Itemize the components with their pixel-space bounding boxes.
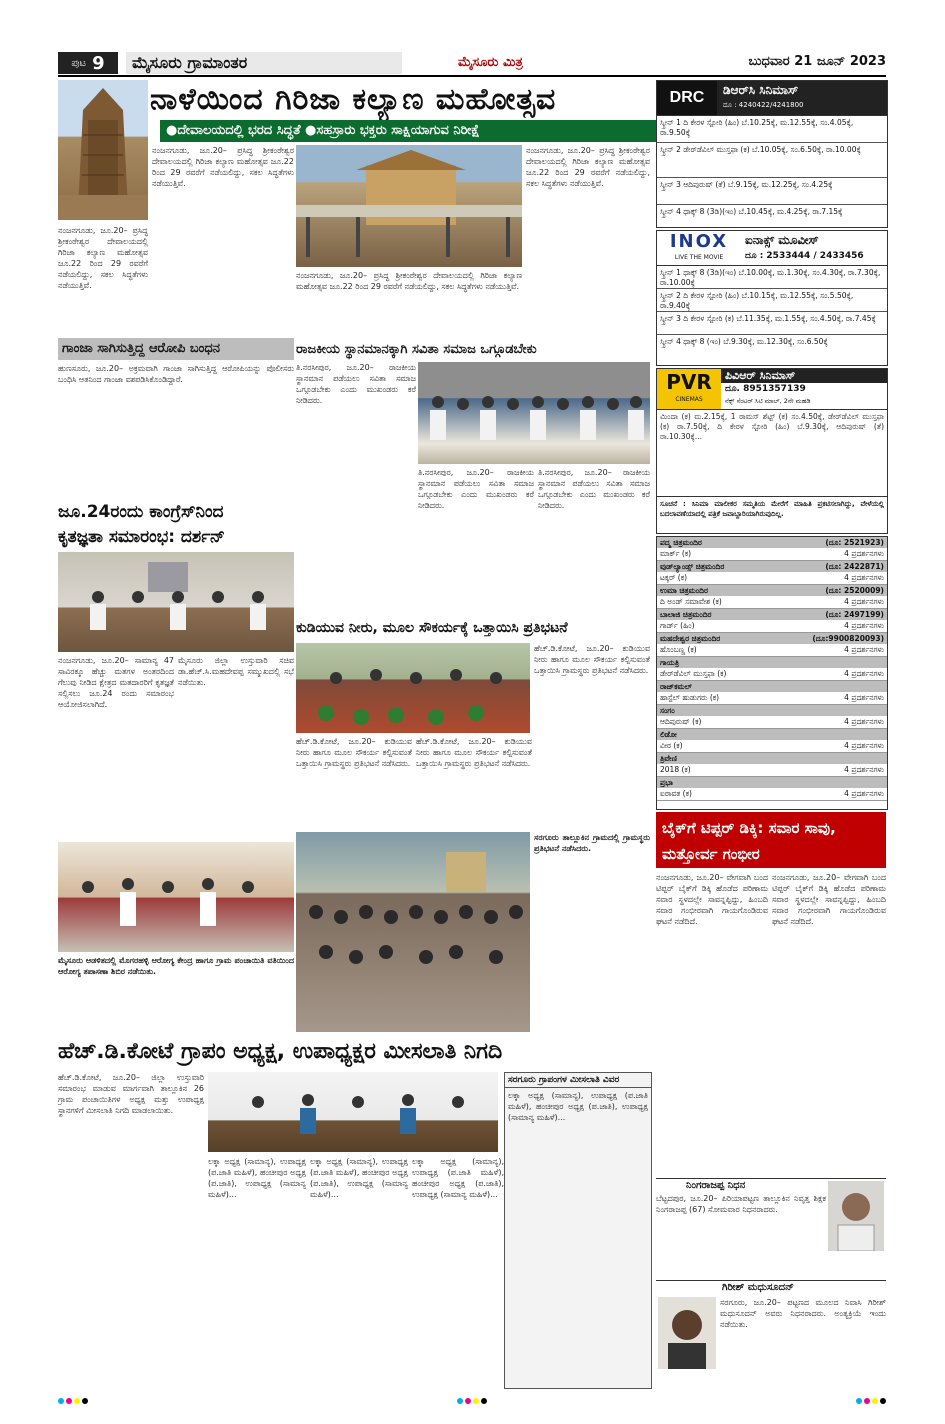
masthead-rule (58, 75, 886, 77)
theatre-shows: 4 ಪ್ರದರ್ಶನಗಳು (844, 789, 884, 798)
crowd-icon (296, 832, 530, 1032)
theatre-header (657, 657, 887, 668)
hdkote-body-3: ಲಕ್ಕಾ ಅಧ್ಯಕ್ಷ (ಸಾಮಾನ್ಯ), ಉಪಾಧ್ಯಕ್ಷ (ಪ.ಜಾತಿ ಮಹಿಳೆ), ಹಂಚೀಪುರ ಅಧ್ಯಕ್ಷ (ಪ.ಜಾತಿ), ಉಪಾಧ್ಯಕ್ಷ (ಸಾಮಾನ್ಯ ಮಹಿಳೆ)... (310, 1157, 408, 1199)
officials-icon (208, 1072, 498, 1152)
pvr-block (656, 368, 888, 534)
theatre-header (657, 633, 887, 644)
theatre-name: ಪ್ರಭಾ (660, 778, 673, 787)
theatre-movie: ಮಾರ್ಕ್ (ಕ) (660, 549, 692, 558)
theatre-movie: ಡೇರ್‌ಡೆವಿಲ್ ಮುಸ್ತಫಾ (ಕ) (660, 669, 727, 678)
obituary-1-title: ನಿಂಗರಾಜಪ್ಪ ನಿಧನ (686, 1180, 746, 1191)
page-number: 9 (92, 52, 105, 74)
theatre-movie: ಟಕ್ಕರ್ (ಕ) (660, 573, 687, 582)
theatre-name: ಸಂಗಂ (660, 706, 675, 715)
hdkote-body-2: ಲಕ್ಕಾ ಅಧ್ಯಕ್ಷ (ಸಾಮಾನ್ಯ), ಉಪಾಧ್ಯಕ್ಷ (ಪ.ಜಾತಿ ಮಹಿಳೆ), ಹಂಚೀಪುರ ಅಧ್ಯಕ್ಷ (ಪ.ಜಾತಿ), ಉಪಾಧ್ಯಕ್ಷ (ಸಾಮಾನ್ಯ ಮಹಿಳೆ)... (208, 1157, 306, 1199)
theatre-phone: (ದೂ: 2520009) (825, 586, 884, 595)
theatre-movie: ಐರಾವತ (ಕ) (660, 789, 692, 798)
theatre-shows: 4 ಪ್ರದರ್ಶನಗಳು (844, 645, 884, 654)
theatre-name: ಲಿಡೋ (660, 730, 677, 739)
theatre-show-row (657, 596, 887, 609)
theatre-name: ಮಹದೇಶ್ವರ ಚಿತ್ರಮಂದಿರ (660, 634, 721, 643)
theatre-phone: (ದೂ: 2422871) (825, 562, 884, 571)
theatre-movie: ಗಾರ್ಡ್ (ಹಿಂ) (660, 621, 695, 630)
theatre-shows: 4 ಪ್ರದರ್ಶನಗಳು (844, 693, 884, 702)
theatre-show-row (657, 620, 887, 633)
theatre-shows: 4 ಪ್ರದರ್ಶನಗಳು (844, 597, 884, 606)
theatre-shows: 4 ಪ್ರದರ್ಶನಗಳು (844, 621, 884, 630)
obituary-1-body: ಬೆಟ್ಟದಪುರ, ಜೂ.20– ಪಿರಿಯಾಪಟ್ಟಣ ತಾಲ್ಲೂಕಿನ ನಿವೃತ್ತ ಶಿಕ್ಷಕ ನಿಂಗರಾಜಪ್ಪ (67) ಸೋಮವಾರ ನಿಧನರಾದರು. (656, 1194, 826, 1214)
temple-pandal-photo (296, 145, 522, 267)
drc-phone: ದೂ : 4240422/4241800 (723, 101, 804, 109)
pvr-address: ನೆಕ್ಸ್ ಸೆಂಟರ್ ಸಿಟಿ ಮಾಲ್, 2ನೇ ಮಹಡಿ (725, 397, 811, 405)
meeting-icon (58, 552, 294, 652)
congress-body-2: ಮೈಸೂರು ಜಿಲ್ಲಾ ಉಸ್ತುವಾರಿ ಸಚಿವ ಡಾ.ಹೆಚ್.ಸಿ.ಮಹದೇವಪ್ಪ ಸಮ್ಮುಖದಲ್ಲಿ ಸಭೆ ನಡೆಯಿತು. (178, 656, 294, 687)
obituary-1-photo (828, 1181, 884, 1251)
theatre-name: ವುಡ್‌ಲ್ಯಾಂಡ್ಸ್ ಚಿತ್ರಮಂದಿರ (660, 562, 725, 571)
pvr-phone: ದೂ. 8951357139 (725, 384, 806, 394)
theatre-show-row (657, 548, 887, 561)
savita-group-photo (418, 362, 650, 464)
water-body-2: ಹೆಚ್.ಡಿ.ಕೋಟೆ, ಜೂ.20– ಕುಡಿಯುವ ನೀರು ಹಾಗೂ ಮೂಲ ಸೌಕರ್ಯ ಕಲ್ಪಿಸುವಂತೆ ಒತ್ತಾಯಿಸಿ ಗ್ರಾಮಸ್ಥರು ಪ್ರತಿಭಟನೆ ನಡೆಸಿದರು. (416, 737, 532, 768)
inox-tagline: LIVE THE MOVIE (674, 254, 724, 261)
congress-headline-2: ಕೃತಜ್ಞತಾ ಸಮಾರಂಭ: ದರ್ಶನ್ (58, 527, 225, 547)
theatre-show-row (657, 572, 887, 585)
hdkote-meeting-photo (208, 1072, 498, 1152)
theatre-name: ತ್ರಿವೇಣಿ (660, 754, 677, 763)
crowd-caption: ಸರಗೂರು ತಾಲ್ಲೂಕಿನ ಗ್ರಾಮದಲ್ಲಿ ಗ್ರಾಮಸ್ಥರು ಪ್ರತಿಭಟನೆ ನಡೆಸಿದರು. (534, 833, 650, 853)
theatre-header (657, 609, 887, 620)
protest-crowd-icon (296, 643, 530, 733)
inox-screen-3: ಸ್ಕ್ರೀನ್ 3 ದಿ ಕೇರಳ ಸ್ಟೋರಿ (ಕ) ಬೆ.11.35ಕ್ಕೆ, ಮ.1.55ಕ್ಕೆ, ಸಂ.4.50ಕ್ಕೆ, ರಾ.7.45ಕ್ಕೆ (657, 312, 887, 335)
theatre-shows: 4 ಪ್ರದರ್ಶನಗಳು (844, 573, 884, 582)
theatre-show-row (657, 716, 887, 729)
page-label: ಪುಟ (71, 57, 87, 69)
savita-body-3: ತಿ.ನರಸೀಪುರ, ಜೂ.20– ರಾಜಕೀಯ ಸ್ಥಾನಮಾನ ಪಡೆಯಲು ಸವಿತಾ ಸಮಾಜ ಒಗ್ಗೂಡಬೇಕು ಎಂದು ಮುಖಂಡರು ಕರೆ ನೀಡಿದರು. (538, 468, 650, 510)
main-story-col-1: ನಂಜನಗೂಡು, ಜೂ.20– ಪ್ರಸಿದ್ಧ ಶ್ರೀಕಂಠೇಶ್ವರ ದೇವಾಲಯದಲ್ಲಿ ಗಿರಿಜಾ ಕಲ್ಯಾಣ ಮಹೋತ್ಸವ ಜೂ.22 ರಿಂದ 29 ರವರೆಗೆ ನಡೆಯಲಿದ್ದು, ಸಕಲ ಸಿದ್ಧತೆಗಳು ನಡೆಯುತ್ತಿವೆ. (58, 226, 148, 290)
obituary-2-body: ಸರಗೂರು, ಜೂ.20– ಪಟ್ಟಣದ ಮೂಲದ ನಿವಾಸಿ ಗಿರೀಶ್ ಮಧುಸೂದನ್ ಅವರು ನಿಧನರಾದರು. ಅಂತ್ಯಕ್ರಿಯೆ ಇಂದು ನಡೆಯಿತು. (720, 1298, 886, 1329)
drc-name: ಡಿಆರ್‌ಸಿ ಸಿನಿಮಾಸ್ (723, 83, 799, 97)
portrait-icon (828, 1181, 884, 1251)
water-body-right: ಹೆಚ್.ಡಿ.ಕೋಟೆ, ಜೂ.20– ಕುಡಿಯುವ ನೀರು ಹಾಗೂ ಮೂಲ ಸೌಕರ್ಯ ಕಲ್ಪಿಸುವಂತೆ ಒತ್ತಾಯಿಸಿ ಗ್ರಾಮಸ್ಥರು ಪ್ರತಿಭಟನೆ ನಡೆಸಿದರು. (534, 644, 650, 675)
hdkote-body-1: ಹೆಚ್.ಡಿ.ಕೋಟೆ, ಜೂ.20– ಜಿಲ್ಲಾ ಉಸ್ತುವಾರಿ ಸಮಾರಂಭ ಮಾಡುವ ಮಾರ್ಗವಾಗಿ ತಾಲ್ಲೂಕಿನ 26 ಗ್ರಾಮ ಪಂಚಾಯಿತಿಗಳ ಅಧ್ಯಕ್ಷ ಮತ್ತು ಉಪಾಧ್ಯಕ್ಷ ಸ್ಥಾನಗಳಿಗೆ ಮೀಸಲಾತಿ ನಿಗದಿ ಮಾಡಲಾಯಿತು. (58, 1073, 204, 1115)
theatre-header (657, 729, 887, 740)
theatre-header (657, 681, 887, 692)
portrait-icon (658, 1297, 716, 1369)
inox-logo: INOX (669, 231, 729, 252)
water-body-1: ಹೆಚ್.ಡಿ.ಕೋಟೆ, ಜೂ.20– ಕುಡಿಯುವ ನೀರು ಹಾಗೂ ಮೂಲ ಸೌಕರ್ಯ ಕಲ್ಪಿಸುವಂತೆ ಒತ್ತಾಯಿಸಿ ಗ್ರಾಮಸ್ಥರು ಪ್ರತಿಭಟನೆ ನಡೆಸಿದರು. (296, 737, 412, 768)
theatre-shows: 4 ಪ್ರದರ್ಶನಗಳು (844, 741, 884, 750)
obituary-2-title: ಗಿರೀಶ್ ಮಧುಸೂದನ್ (722, 1282, 794, 1293)
theatre-movie: ವೀರ (ಕ) (660, 741, 683, 750)
health-camp-photo (58, 842, 294, 952)
theatre-shows: 4 ಪ್ರದರ್ಶನಗಳು (844, 549, 884, 558)
cinema-notice: ಸೂಚನೆ : ಸಿನಿಮಾ ಮಾಲೀಕರ ಸಮ್ಮತಿಯ ಮೇರೆಗೆ ಮಾಹಿತಿ ಪ್ರಕಟಿಸಲಾಗಿದ್ದು, ವೇಳೆಯಲ್ಲಿ ಬದಲಾವಣೆಯಾದಲ್ಲಿ ಪತ್ರಿಕೆ ಜವಾಬ್ದಾರಿಯಾಗಿರುವುದಿಲ್ಲ. (657, 496, 887, 535)
theatre-name: ರಾಜ್‌ಕಮಲ್ (660, 682, 692, 691)
reservation-box (504, 1072, 652, 1389)
temple-tower-icon (58, 80, 148, 220)
ganja-headline: ಗಾಂಜಾ ಸಾಗಿಸುತ್ತಿದ್ದ ಆರೋಪಿ ಬಂಧನ (58, 338, 294, 360)
health-camp-caption: ಮೈಸೂರು ಆಡಳಿತದಲ್ಲಿ ಮೊಗರಹಳ್ಳಿ ಆರೋಗ್ಯ ಕೇಂದ್ರ ಹಾಗೂ ಗ್ರಾಮ ಪಂಚಾಯಿತಿ ವತಿಯಿಂದ ಆರೋಗ್ಯ ತಪಾಸಣಾ ಶಿಬಿರ ನಡೆಯಿತು. (58, 956, 294, 976)
theatre-show-row (657, 644, 887, 657)
main-story-col-4: ನಂಜನಗೂಡು, ಜೂ.20– ಪ್ರಸಿದ್ಧ ಶ್ರೀಕಂಠೇಶ್ವರ ದೇವಾಲಯದಲ್ಲಿ ಗಿರಿಜಾ ಕಲ್ಯಾಣ ಮಹೋತ್ಸವ ಜೂ.22 ರಿಂದ 29 ರವರೆಗೆ ನಡೆಯಲಿದ್ದು, ಸಕಲ ಸಿದ್ಧತೆಗಳು ನಡೆಯುತ್ತಿವೆ. (526, 146, 650, 188)
inox-screen-1: ಸ್ಕ್ರೀನ್ 1 ಧಾಕ್ಕ್ 8 (3ಡಿ)(ಇಂ) ಬೆ.10.00ಕ್ಕೆ, ಮ.1.30ಕ್ಕೆ, ಸಂ.4.30ಕ್ಕೆ, ರಾ.7.30ಕ್ಕೆ, ರಾ.10.00ಕ್ಕೆ (657, 266, 887, 289)
drc-screen-3: ಸ್ಕ್ರೀನ್ 3 ಆದಿಪುರುಷ್ (ತೆ) ಬೆ.9.15ಕ್ಕೆ, ಮ.12.25ಕ್ಕೆ, ಸಂ.4.25ಕ್ಕೆ (657, 178, 887, 205)
theatre-show-row (657, 788, 887, 801)
water-protest-photo (296, 643, 530, 733)
drc-cinemas-block (656, 80, 888, 228)
theatre-header (657, 753, 887, 764)
page-number-box (58, 52, 118, 74)
theatre-show-row (657, 764, 887, 777)
theatre-movie: ದಿ ಅಂಡ್ ಸಮಾವೇಶ (ಕ) (660, 597, 722, 606)
main-story-col-2: ನಂಜನಗೂಡು, ಜೂ.20– ಪ್ರಸಿದ್ಧ ಶ್ರೀಕಂಠೇಶ್ವರ ದೇವಾಲಯದಲ್ಲಿ ಗಿರಿಜಾ ಕಲ್ಯಾಣ ಮಹೋತ್ಸವ ಜೂ.22 ರಿಂದ 29 ರವರೆಗೆ ನಡೆಯಲಿದ್ದು, ಸಕಲ ಸಿದ್ಧತೆಗಳು ನಡೆಯುತ್ತಿವೆ. (152, 146, 294, 188)
theatre-header (657, 585, 887, 596)
accident-headline: ಬೈಕ್‌ಗೆ ಟಿಪ್ಪರ್ ಡಿಕ್ಕಿ: ಸವಾರ ಸಾವು, ಮತ್ತೋರ್ವ ಗಂಭೀರ (656, 812, 886, 868)
theatre-list (656, 536, 888, 810)
hdkote-headline: ಹೆಚ್.ಡಿ.ಕೋಟೆ ಗ್ರಾಪಂ ಅಧ್ಯಕ್ಷ, ಉಪಾಧ್ಯಕ್ಷರ ಮೀಸಲಾತಿ ನಿಗದಿ (58, 1039, 503, 1064)
inox-block (656, 230, 888, 366)
congress-meeting-photo (58, 552, 294, 652)
main-subhead: ●ದೇವಾಲಯದಲ್ಲಿ ಭರದ ಸಿದ್ಧತೆ ●ಸಹಸ್ರಾರು ಭಕ್ತರು ಸಾಕ್ಷಿಯಾಗುವ ನಿರೀಕ್ಷೆ (160, 120, 656, 142)
theatre-show-row (657, 668, 887, 681)
theatre-name: ಬಾಲಾಜಿ ಚಿತ್ರಮಂದಿರ (660, 610, 712, 619)
theatre-phone: (ದೂ:9900820093) (812, 634, 884, 643)
theatre-shows: 4 ಪ್ರದರ್ಶನಗಳು (844, 717, 884, 726)
section-name: ಮೈಸೂರು ಗ್ರಾಮಾಂತರ (126, 52, 402, 74)
inox-name: ಐನಾಕ್ಸ್ ಮೂವೀಸ್ (745, 233, 819, 247)
theatre-name: ಪದ್ಮ ಚಿತ್ರಮಂದಿರ (660, 538, 702, 547)
theatre-show-row (657, 692, 887, 705)
theatre-name: ಗಾಯತ್ರಿ (660, 658, 680, 667)
theatre-shows: 4 ಪ್ರದರ್ಶನಗಳು (844, 669, 884, 678)
drc-logo: DRC (657, 81, 717, 115)
inox-screen-4: ಸ್ಕ್ರೀನ್ 4 ಧಾಕ್ಕ್ 8 (ಇಂ) ಬೆ.9.30ಕ್ಕೆ, ಮ.12.30ಕ್ಕೆ, ಸಂ.6.50ಕ್ಕೆ (660, 337, 828, 346)
theatre-shows: 4 ಪ್ರದರ್ಶನಗಳು (844, 765, 884, 774)
theatre-phone: (ದೂ: 2521923) (825, 538, 884, 547)
theatre-header (657, 705, 887, 716)
hdkote-body-4: ಲಕ್ಕಾ ಅಧ್ಯಕ್ಷ (ಸಾಮಾನ್ಯ), ಉಪಾಧ್ಯಕ್ಷ (ಪ.ಜಾತಿ ಮಹಿಳೆ), ಹಂಚೀಪುರ ಅಧ್ಯಕ್ಷ (ಪ.ಜಾತಿ), ಉಪಾಧ್ಯಕ್ಷ (ಸಾಮಾನ್ಯ ಮಹಿಳೆ)... (412, 1157, 504, 1199)
theatre-header (657, 537, 887, 548)
savita-body-2: ತಿ.ನರಸೀಪುರ, ಜೂ.20– ರಾಜಕೀಯ ಸ್ಥಾನಮಾನ ಪಡೆಯಲು ಸವಿತಾ ಸಮಾಜ ಒಗ್ಗೂಡಬೇಕು ಎಂದು ಮುಖಂಡರು ಕರೆ ನೀಡಿದರು. (418, 468, 534, 510)
reservation-box-title: ಸರಗೂರು ಗ್ರಾಪಂಗಳ ಮೀಸಲಾತಿ ವಿವರ (505, 1073, 651, 1088)
theatre-phone: (ದೂ: 2497199) (825, 610, 884, 619)
inox-screen-2: ಸ್ಕ್ರೀನ್ 2 ದಿ ಕೇರಳ ಸ್ಟೋರಿ (ಹಿಂ) ಬೆ.10.15ಕ್ಕೆ, ಮ.12.55ಕ್ಕೆ, ಸಂ.5.50ಕ್ಕೆ, ರಾ.9.40ಕ್ಕೆ (657, 289, 887, 312)
main-story-col-3: ನಂಜನಗೂಡು, ಜೂ.20– ಪ್ರಸಿದ್ಧ ಶ್ರೀಕಂಠೇಶ್ವರ ದೇವಾಲಯದಲ್ಲಿ ಗಿರಿಜಾ ಕಲ್ಯಾಣ ಮಹೋತ್ಸವ ಜೂ.22 ರಿಂದ 29 ರವರೆಗೆ ನಡೆಯಲಿದ್ದು, ಸಕಲ ಸಿದ್ಧತೆಗಳು ನಡೆಯುತ್ತಿವೆ. (296, 271, 522, 291)
pandal-icon (296, 145, 522, 267)
congress-headline-1: ಜೂ.24ರಂದು ಕಾಂಗ್ರೆಸ್‌ನಿಂದ (58, 502, 224, 522)
people-icon (418, 362, 650, 464)
water-headline: ಕುಡಿಯುವ ನೀರು, ಮೂಲ ಸೌಕರ್ಯಕ್ಕೆ ಒತ್ತಾಯಿಸಿ ಪ್ರತಿಭಟನೆ (296, 620, 568, 636)
print-color-bar (58, 1396, 886, 1406)
theatre-movie: ಆದಿಪುರುಷ್ (ಕ) (660, 717, 702, 726)
savita-headline: ರಾಜಕೀಯ ಸ್ಥಾನಮಾನಕ್ಕಾಗಿ ಸವಿತಾ ಸಮಾಜ ಒಗ್ಗೂಡಬೇಕು (296, 342, 537, 357)
drc-screen-2: ಸ್ಕ್ರೀನ್ 2 ಡೇರ್‌ಡೆವಿಲ್ ಮುಸ್ತಫಾ (ಕ) ಬೆ.10.05ಕ್ಕೆ, ಸಂ.6.50ಕ್ಕೆ, ರಾ.10.00ಕ್ಕೆ (657, 143, 887, 178)
theatre-movie: ಹಾಸ್ಟೆಲ್ ಹುಡುಗರು (ಕ) (660, 693, 720, 702)
theatre-header (657, 561, 887, 572)
theatre-header (657, 777, 887, 788)
main-headline: ನಾಳೆಯಿಂದ ಗಿರಿಜಾ ಕಲ್ಯಾಣ ಮಹೋತ್ಸವ (150, 82, 557, 117)
obituary-2-photo (658, 1297, 716, 1369)
theatre-movie: ಹೊಂಬಣ್ಣ (ಕ) (660, 645, 697, 654)
temple-photo (58, 80, 148, 220)
theatre-movie: 2018 (ಕ) (660, 765, 691, 774)
crowd-photo (296, 832, 530, 1032)
obituary-2 (656, 1280, 886, 1389)
pvr-showtimes: ಮಿಂದಾ (ಕ) ಮ.2.15ಕ್ಕೆ, 1 ರಾಮಸ್ ಶೆಟ್ಟ್ (ಕ) ಸಂ.4.50ಕ್ಕೆ, ಡೇರ್‌ಡೆವಿಲ್ ಮುಸ್ತಫಾ (ಕ) ರಾ.7.50ಕ್ಕೆ, ದಿ ಕೇರಳ ಸ್ಟೋರಿ (ಹಿಂ) ಬೆ.9.30ಕ್ಕೆ, ಆದಿಪುರುಷ್ (ತೆ) ರಾ.10.30ಕ್ಕೆ... (660, 412, 884, 441)
theatre-name: ಉಮಾ ಚಿತ್ರಮಂದಿರ (660, 586, 708, 595)
ganja-body: ಹುಣಸೂರು, ಜೂ.20– ಅಕ್ರಮವಾಗಿ ಗಾಂಜಾ ಸಾಗಿಸುತ್ತಿದ್ದ ಆರೋಪಿಯನ್ನು ಪೊಲೀಸರು ಬಂಧಿಸಿ ಆತನಿಂದ ಗಾಂಜಾ ವಶಪಡಿಸಿಕೊಂಡಿದ್ದಾರೆ. (58, 364, 294, 384)
issue-date: ಬುಧವಾರ 21 ಜೂನ್ 2023 (748, 54, 886, 69)
theatre-show-row (657, 740, 887, 753)
pvr-logo-sub: CINEMAS (675, 396, 703, 403)
obituary-1 (656, 1178, 886, 1279)
reservation-box-body: ಲಕ್ಕಾ ಅಧ್ಯಕ್ಷ (ಸಾಮಾನ್ಯ), ಉಪಾಧ್ಯಕ್ಷ (ಪ.ಜಾತಿ ಮಹಿಳೆ), ಹಂಚೀಪುರ ಅಧ್ಯಕ್ಷ (ಪ.ಜಾತಿ), ಉಪಾಧ್ಯಕ್ಷ (ಸಾಮಾನ್ಯ ಮಹಿಳೆ)... (508, 1091, 648, 1122)
drc-screen-4: ಸ್ಕ್ರೀನ್ 4 ಧಾಕ್ಕ್ 8 (3ಡಿ)(ಇಂ) ಬೆ.10.45ಕ್ಕೆ, ಮ.4.25ಕ್ಕೆ, ರಾ.7.15ಕ್ಕೆ (660, 207, 843, 216)
congress-body-1: ನಂಜನಗೂಡು, ಜೂ.20– ಸಾಮಾನ್ಯ 47 ಸಾವಿರಕ್ಕೂ ಹೆಚ್ಚು ಮತಗಳ ಅಂತರದಿಂದ ಗೆಲುವು ನೀಡಿದ ಕ್ಷೇತ್ರದ ಮತದಾರರಿಗೆ ಕೃತಜ್ಞತೆ ಸಲ್ಲಿಸಲು ಜೂ.24 ರಂದು ಸಮಾರಂಭ ಆಯೋಜಿಸಲಾಗಿದೆ. (58, 656, 174, 709)
drc-screen-1: ಸ್ಕ್ರೀನ್ 1 ದಿ ಕೇರಳ ಸ್ಟೋರಿ (ಹಿಂ) ಬೆ.10.25ಕ್ಕೆ, ಮ.12.55ಕ್ಕೆ, ಸಂ.4.05ಕ್ಕೆ, ರಾ.9.50ಕ್ಕೆ (657, 116, 887, 143)
savita-body-1: ತಿ.ನರಸೀಪುರ, ಜೂ.20– ರಾಜಕೀಯ ಸ್ಥಾನಮಾನ ಪಡೆಯಲು ಸವಿತಾ ಸಮಾಜ ಒಗ್ಗೂಡಬೇಕು ಎಂದು ಮುಖಂಡರು ಕರೆ ನೀಡಿದರು. (296, 363, 416, 405)
health-camp-icon (58, 842, 294, 952)
inox-phone: ದೂ : 2533444 / 2433456 (745, 251, 864, 261)
paper-name: ಮೈಸೂರು ಮಿತ್ರ (458, 55, 523, 70)
masthead (58, 48, 886, 76)
pvr-name: ಪಿವಿಆರ್ ಸಿನಿಮಾಸ್ (721, 369, 887, 383)
accident-body-2: ನಂಜನಗೂಡು, ಜೂ.20– ವೇಗವಾಗಿ ಬಂದ ಟಿಪ್ಪರ್ ಬೈಕ್‌ಗೆ ಡಿಕ್ಕಿ ಹೊಡೆದ ಪರಿಣಾಮ ಸವಾರ ಸ್ಥಳದಲ್ಲೇ ಸಾವನ್ನಪ್ಪಿದ್ದು, ಹಿಂಬದಿ ಸವಾರ ಗಂಭೀರವಾಗಿ ಗಾಯಗೊಂಡಿರುವ ಘಟನೆ ನಡೆದಿದೆ. (772, 873, 886, 926)
pvr-logo: PVR (666, 370, 712, 394)
accident-body-1: ನಂಜನಗೂಡು, ಜೂ.20– ವೇಗವಾಗಿ ಬಂದ ಟಿಪ್ಪರ್ ಬೈಕ್‌ಗೆ ಡಿಕ್ಕಿ ಹೊಡೆದ ಪರಿಣಾಮ ಸವಾರ ಸ್ಥಳದಲ್ಲೇ ಸಾವನ್ನಪ್ಪಿದ್ದು, ಹಿಂಬದಿ ಸವಾರ ಗಂಭೀರವಾಗಿ ಗಾಯಗೊಂಡಿರುವ ಘಟನೆ ನಡೆದಿದೆ. (656, 873, 768, 926)
